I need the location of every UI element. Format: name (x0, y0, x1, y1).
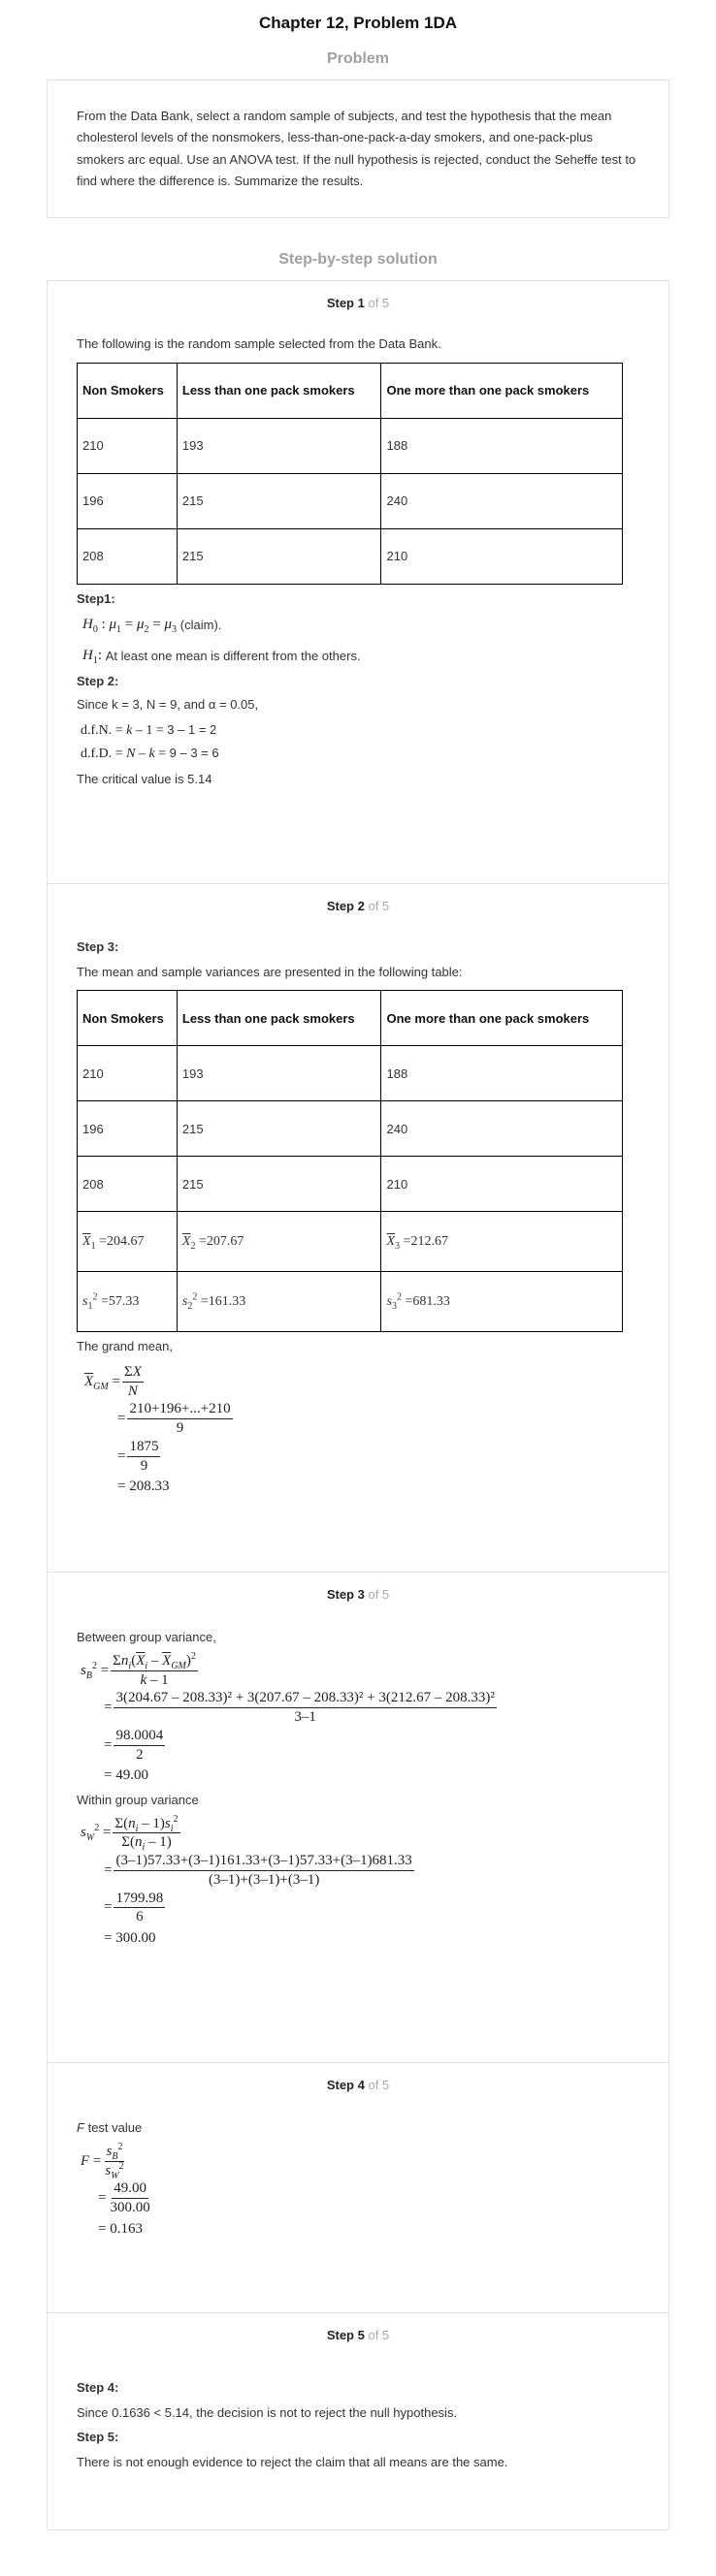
table-cell: 215 (177, 528, 381, 584)
table-header-cell: Non Smokers (78, 991, 178, 1046)
table-cell: 193 (177, 418, 381, 473)
table-row (78, 1101, 623, 1157)
b-den-3: 2 (136, 1746, 144, 1763)
table-header-cell: Less than one pack smokers (177, 991, 381, 1046)
w-line-3: = $\frac{1799.98}{6}$ (104, 1890, 164, 1925)
w-num-2: (3–1)57.33+(3–1)161.33+(3–1)57.33+(3–1)681.33 (114, 1852, 413, 1871)
table-row (78, 418, 623, 473)
decision-text: Since 0.1636 < 5.14, the decision is not to reject the null hypothesis. (77, 2404, 458, 2420)
table-cell: 210 (381, 528, 623, 584)
step-4-label: Step 4 (326, 2078, 365, 2093)
step-4-of: of 5 (368, 2078, 390, 2093)
critical-value: The critical value is 5.14 (77, 772, 212, 787)
b-line-2: = 3(204.67 – 208.33)² + 3(207.67 – 208.33)² + 3(212.67 – 208.33)² 3–1 (104, 1690, 495, 1726)
table-header-row (78, 991, 623, 1046)
f-test-label: F test value (77, 2120, 143, 2136)
table-header-cell: One more than one pack smokers (381, 991, 623, 1046)
table-cell: 210 (78, 418, 178, 473)
gm-line-1: $\overline{X}_{GM}$ = $\frac{\Sigma X}{N}$ (84, 1363, 142, 1399)
f-den-2: 300.00 (110, 2200, 150, 2216)
step-5-sub-4: Step 4: (77, 2380, 119, 2396)
table-cell: 210 (78, 1046, 178, 1101)
problem-heading: Problem (326, 50, 389, 67)
variance-value: =161.33 (200, 1294, 246, 1310)
solution-heading: Step-by-step solution (278, 251, 438, 269)
table-cell: 193 (177, 1046, 381, 1101)
step-2-header (77, 884, 639, 931)
null-hypothesis-formula: $H_0$ : $\mu_1 = \mu_2 = \mu_3$ (82, 616, 178, 635)
null-hypothesis (77, 609, 639, 640)
mean-cell: $\overline{X}_3 =212.67$ (381, 1212, 623, 1272)
table-cell: 196 (78, 1101, 178, 1157)
mean-cell: $\overline{X}_1 =204.67$ (78, 1212, 178, 1272)
dfd-line (77, 742, 639, 765)
b-num-3: 98.0004 (114, 1727, 165, 1746)
w-den-3: 6 (136, 1909, 144, 1925)
step-1-label: Step 1 (326, 296, 365, 311)
table-cell: 208 (78, 528, 178, 584)
mean-value: =212.67 (403, 1234, 448, 1250)
gm-line-3: = $\frac{1875}{9}$ (117, 1438, 159, 1474)
mean-cell: $\overline{X}_2 =207.67$ (177, 1212, 381, 1272)
dfn-line (77, 718, 639, 742)
table-cell: 215 (177, 1101, 381, 1157)
within-derivation (77, 1815, 639, 1951)
step-2-label: Step 2 (326, 899, 365, 914)
step-2-of: of 5 (368, 899, 390, 914)
step-3-of: of 5 (368, 1587, 390, 1603)
alt-hypothesis (77, 640, 639, 671)
summary-text: There is not enough evidence to reject the claim that all means are the same. (77, 2454, 508, 2469)
table-row (78, 1157, 623, 1212)
step-1-intro: The following is the random sample selected from the Data Bank. (77, 336, 441, 352)
step-3-header (77, 1573, 639, 1619)
step-1-since: Since k = 3, N = 9, and α = 0.05, (77, 696, 259, 712)
step-5-card (47, 2313, 669, 2530)
f-line-2: = $\frac{49.00}{300.00}$ (98, 2180, 150, 2216)
step-2-card (47, 884, 669, 1573)
table-cell: 196 (78, 473, 178, 528)
dfn-label: d.f.N. = (81, 722, 123, 738)
step-2-sub-3: Step 3: (77, 939, 119, 955)
f-result: = 0.163 (98, 2220, 143, 2237)
gm-num-2: 210+196+...+210 (127, 1400, 232, 1419)
table-header-row (78, 363, 623, 418)
table-row (78, 1046, 623, 1101)
table-cell: 188 (381, 418, 623, 473)
problem-card (47, 80, 669, 218)
step-2-intro: The mean and sample variances are presented in the following table: (77, 964, 463, 979)
step-1-sub-2: Step 2: (77, 674, 119, 689)
step-1-card (47, 280, 669, 884)
table-cell: 215 (177, 1157, 381, 1212)
alt-hypothesis-symbol: $H_1$: (82, 647, 106, 666)
b-den-2: 3–1 (294, 1709, 316, 1726)
problem-text: From the Data Bank, select a random sample of subjects, and test the hypothesis that the mean cholesterol levels of the nonsmokers, less-than-one-pack-a-day smokers, and one-pack-plus smokers arc equal. Use an ANOVA test. If the null hypothesis is rejected, conduct the Seheffe test to find where the difference is. Summarize the results. (77, 109, 636, 189)
table-row (78, 528, 623, 584)
table-cell: 240 (381, 1101, 623, 1157)
step-4-card (47, 2063, 669, 2313)
table-cell: 210 (381, 1157, 623, 1212)
gm-den-3: 9 (140, 1457, 148, 1474)
table-row (78, 473, 623, 528)
grand-mean-label: The grand mean, (77, 1339, 174, 1354)
step-5-of: of 5 (368, 2328, 390, 2343)
b-result: = 49.00 (104, 1767, 148, 1784)
table-header-cell: Non Smokers (78, 363, 178, 418)
dfd-value: 9 – 3 = 6 (169, 746, 219, 761)
w-num-3: 1799.98 (114, 1890, 165, 1909)
table-cell: 240 (381, 473, 623, 528)
step-1-header (77, 281, 639, 328)
step-4-header (77, 2063, 639, 2110)
step-5-sub-5: Step 5: (77, 2430, 119, 2445)
mean-value: =207.67 (198, 1234, 244, 1250)
variance-value: =57.33 (100, 1294, 140, 1310)
w-line-2: = $\frac{(3-1)57.33+(3-1)161.33+(3-1)57.33+(3-1)681.33}{(3-1)+(3-1)+(3-1)}$ (104, 1853, 412, 1888)
variance-cell: $s_1^2 =57.33$ (78, 1272, 178, 1332)
step-3-label: Step 3 (326, 1587, 365, 1603)
gm-line-2: = $\frac{210+196+...+210}{9}$ (117, 1401, 231, 1436)
steps-list (47, 280, 669, 2530)
mean-row (78, 1212, 623, 1272)
step-5-label: Step 5 (326, 2328, 365, 2343)
dfn-formula: k – 1 = (126, 722, 168, 738)
variance-value: =681.33 (405, 1294, 450, 1310)
step-1-of: of 5 (368, 296, 390, 311)
b-num-2: 3(204.67 – 208.33)² + 3(207.67 – 208.33)² + 3(212.67 – 208.33)² (114, 1689, 496, 1708)
step-3-card (47, 1573, 669, 2063)
sample-table (77, 363, 623, 585)
page-title: Chapter 12, Problem 1DA (258, 14, 458, 32)
within-label: Within group variance (77, 1793, 199, 1808)
variance-cell: $s_3^2 =681.33$ (381, 1272, 623, 1332)
gm-num-3: 1875 (127, 1438, 160, 1457)
step-1-sub-1: Step1: (77, 590, 115, 606)
between-label: Between group variance, (77, 1630, 216, 1645)
table-cell: 215 (177, 473, 381, 528)
table-cell: 188 (381, 1046, 623, 1101)
b-line-3: = $\frac{98.0004}{2}$ (104, 1727, 164, 1763)
f-num-2: 49.00 (112, 2179, 148, 2199)
table-header-cell: Less than one pack smokers (177, 363, 381, 418)
null-hypothesis-text: (claim). (179, 617, 222, 632)
dfd-label: d.f.D. = (81, 746, 123, 761)
table-header-cell: One more than one pack smokers (381, 363, 623, 418)
step-5-header (77, 2313, 639, 2360)
table-cell: 208 (78, 1157, 178, 1212)
dfn-value: 3 – 1 = 2 (167, 722, 217, 738)
alt-hypothesis-text: At least one mean is different from the others. (105, 648, 361, 663)
dfd-formula: N – k = (126, 746, 170, 761)
grand-mean-derivation (77, 1363, 639, 1499)
f-test-text: test value (87, 2120, 143, 2136)
gm-result: = 208.33 (117, 1479, 170, 1495)
w-den-2: (3–1)+(3–1)+(3–1) (208, 1871, 320, 1888)
f-line-1: F = $\frac{s_B^2}{s_W^2}$ (81, 2141, 124, 2181)
gm-den-2: 9 (176, 1420, 184, 1436)
w-result: = 300.00 (104, 1930, 156, 1947)
variance-cell: $s_2^2 =161.33$ (177, 1272, 381, 1332)
variance-row (78, 1272, 623, 1332)
w-line-1: $s_W^2$ = $\frac{\Sigma(n_i - 1)s_i^2}{\Sigma(n_i - 1)}$ (81, 1813, 179, 1854)
between-derivation (77, 1652, 639, 1788)
f-derivation (77, 2143, 639, 2242)
b-line-1: $s_B^2$ = $\frac{\Sigma n_i(\overline{X}_i - \overline{X}_{GM})^2}{k - 1}$ (81, 1650, 196, 1688)
mean-value: =204.67 (99, 1234, 145, 1250)
stats-table (77, 990, 623, 1332)
